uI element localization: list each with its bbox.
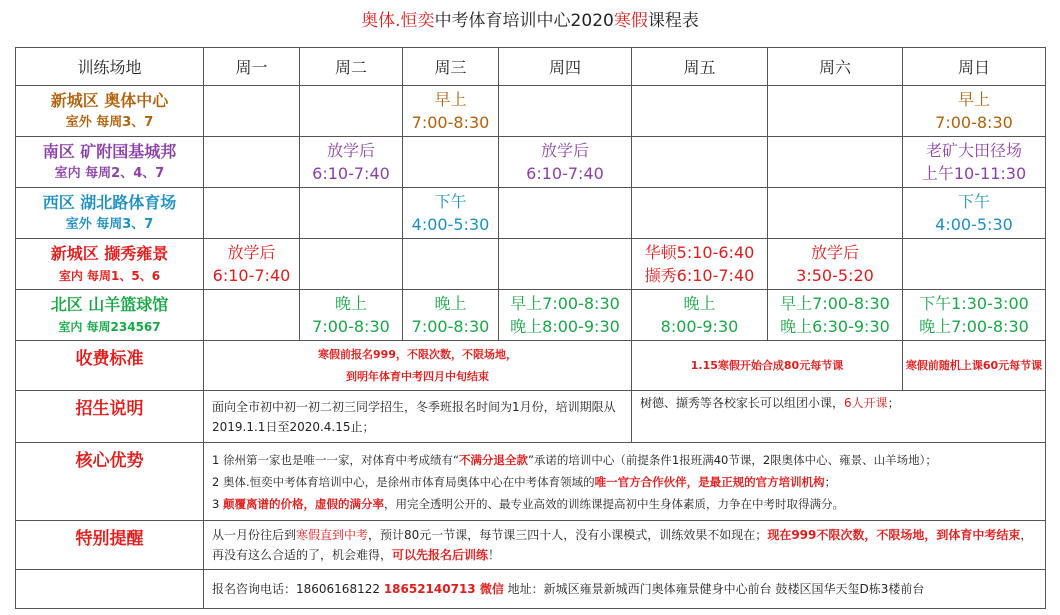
time-slot-cell xyxy=(403,188,499,239)
venue-name: 北区 山羊篮球馆 xyxy=(50,295,169,314)
reminder-g: ！ xyxy=(488,548,501,562)
header-day: 周一 xyxy=(204,48,300,86)
time-slot-cell xyxy=(632,137,768,188)
time-slot-cell xyxy=(632,290,768,341)
reminder-row xyxy=(16,521,1046,570)
time-slot-line: 早上7:00-8:30 xyxy=(510,294,620,313)
time-slot-cell xyxy=(204,290,300,341)
time-slot-cell xyxy=(300,239,403,290)
time-slot-cell xyxy=(768,86,903,137)
reminder-b: 寒假直到中考 xyxy=(296,528,369,542)
fees-early-line2: 到明年体育中考四月中旬结束 xyxy=(346,369,489,383)
header-venue: 训练场地 xyxy=(16,48,204,86)
venue-detail: 室外 每周3、7 xyxy=(65,115,154,130)
time-slot-cell xyxy=(903,86,1046,137)
time-slot-cell xyxy=(204,86,300,137)
fees-random: 寒假前随机上课60元每节课 xyxy=(903,341,1046,391)
enroll-row xyxy=(16,391,1046,443)
time-slot-line: 早上 xyxy=(957,90,990,109)
time-slot-line: 6:10-7:40 xyxy=(526,164,604,183)
venue-row xyxy=(16,188,1046,239)
time-slot-line: 7:00-8:30 xyxy=(935,113,1013,132)
advantage-2-b: 唯一官方合作伙伴，是最正规的官方培训机构 xyxy=(594,474,825,489)
schedule-title xyxy=(0,6,1060,31)
time-slot-line: 上午10-11:30 xyxy=(921,164,1027,183)
time-slot xyxy=(768,292,902,338)
venue-cell xyxy=(16,137,204,188)
time-slot-line: 撷秀6:10-7:40 xyxy=(644,266,755,285)
time-slot-cell xyxy=(903,137,1046,188)
advantage-3-b: 颠覆离谱的价格，虚假的满分率 xyxy=(222,496,384,511)
time-slot xyxy=(632,241,767,287)
title-holiday: 寒假 xyxy=(613,11,648,31)
time-slot-cell xyxy=(403,239,499,290)
header-day: 周二 xyxy=(300,48,403,86)
time-slot-line: 晚上7:00-8:30 xyxy=(919,317,1029,336)
time-slot-cell xyxy=(632,188,768,239)
time-slot-cell xyxy=(300,188,403,239)
advantage-2-a: 2 奥体.恒奕中考体育培训中心，是徐州市体育局奥体中心在中考体育领域的 xyxy=(212,474,595,489)
time-slot-cell xyxy=(300,137,403,188)
advantages-label: 核心优势 xyxy=(16,443,204,521)
enroll-group-c: ； xyxy=(887,396,900,410)
time-slot-line: 老矿大田径场 xyxy=(925,141,1022,160)
fees-early xyxy=(204,341,632,391)
title-brand: 奥体.恒奕 xyxy=(361,11,435,31)
time-slot xyxy=(499,292,631,338)
time-slot-cell xyxy=(499,290,632,341)
venue-name: 新城区 撷秀雍景 xyxy=(50,244,169,263)
time-slot-cell xyxy=(204,188,300,239)
time-slot-cell xyxy=(903,290,1046,341)
reminder-e: ，再没有这么合适的了，机会难得， xyxy=(212,528,1033,562)
contact-text xyxy=(204,570,1046,609)
venue-detail: 室内 每周1、5、6 xyxy=(58,269,161,283)
venue-cell xyxy=(16,188,204,239)
time-slot-line: 7:00-8:30 xyxy=(411,317,490,336)
time-slot-line: 放学后 xyxy=(326,141,375,160)
schedule-table xyxy=(15,47,1046,609)
contact-row xyxy=(16,570,1046,609)
time-slot-line: 放学后 xyxy=(227,243,276,262)
time-slot-cell xyxy=(499,239,632,290)
reminder-a: 从一月份往后到 xyxy=(212,528,297,542)
header-day: 周三 xyxy=(403,48,499,86)
venue-name: 西区 湖北路体育场 xyxy=(42,193,177,212)
advantage-3 xyxy=(212,493,1037,515)
time-slot-cell xyxy=(204,137,300,188)
time-slot xyxy=(768,241,902,287)
time-slot-line: 7:00-8:30 xyxy=(411,113,490,132)
advantage-3-a: 3 xyxy=(212,496,223,511)
time-slot-line: 晚上 xyxy=(334,294,367,313)
time-slot xyxy=(499,139,631,185)
header-day: 周六 xyxy=(768,48,903,86)
fees-holiday: 1.15寒假开始合成80元每节课 xyxy=(632,341,903,391)
time-slot-cell xyxy=(632,86,768,137)
time-slot xyxy=(403,190,498,236)
fees-row xyxy=(16,341,1046,391)
advantage-1 xyxy=(212,449,1037,471)
venue-row xyxy=(16,290,1046,341)
venue-row xyxy=(16,137,1046,188)
venue-row xyxy=(16,239,1046,290)
time-slot-line: 6:10-7:40 xyxy=(312,164,390,183)
time-slot-cell xyxy=(499,86,632,137)
time-slot-line: 早上 xyxy=(434,90,467,109)
time-slot-line: 4:00-5:30 xyxy=(411,215,490,234)
contact-phone: 报名咨询电话：18606168122 xyxy=(212,582,384,596)
time-slot-line: 3:50-5:20 xyxy=(796,266,874,285)
advantages-row xyxy=(16,443,1046,521)
enroll-text: 面向全市初中初一初二初三同学招生，冬季班报名时间为1月份，培训期限从2019.1.1日至2020.4.15止； xyxy=(204,391,632,443)
venue-name: 南区 矿附国基城邦 xyxy=(42,142,177,161)
enroll-label: 招生说明 xyxy=(16,391,204,443)
time-slot-cell xyxy=(632,239,768,290)
venue-cell xyxy=(16,239,204,290)
advantage-1-a: 1 徐州第一家也是唯一一家，对体育中考成绩有“ xyxy=(212,452,459,467)
time-slot-line: 晚上8:00-9:30 xyxy=(510,317,620,336)
contact-address: 地址：新城区雍景新城西门奥体雍景健身中心前台 鼓楼区国华天玺D栋3楼前台 xyxy=(503,582,925,596)
reminder-d: 现在999不限次数，不限场地，到体育中考结束 xyxy=(767,528,1021,542)
header-day: 周五 xyxy=(632,48,768,86)
fees-label: 收费标准 xyxy=(16,341,204,391)
time-slot-cell xyxy=(768,188,903,239)
time-slot-line: 8:00-9:30 xyxy=(660,317,739,336)
enroll-group-text xyxy=(632,391,1046,443)
time-slot-cell xyxy=(768,290,903,341)
time-slot xyxy=(403,88,498,134)
reminder-label: 特别提醒 xyxy=(16,521,204,570)
advantage-1-b: 不满分退全款 xyxy=(458,452,528,467)
venue-detail: 室内 每周2、4、7 xyxy=(54,166,165,181)
advantage-3-c: ，用完全透明公开的、最专业高效的训练课提高初中生身体素质，力争在中考时取得满分。 xyxy=(383,496,844,511)
venue-name: 新城区 奥体中心 xyxy=(50,91,169,110)
time-slot-line: 下午1:30-3:00 xyxy=(919,294,1029,313)
advantage-2-c: ； xyxy=(824,474,837,489)
time-slot xyxy=(300,292,402,338)
time-slot-cell xyxy=(499,137,632,188)
time-slot-line: 早上7:00-8:30 xyxy=(780,294,890,313)
time-slot-cell xyxy=(403,137,499,188)
venue-cell xyxy=(16,290,204,341)
time-slot-cell xyxy=(903,188,1046,239)
time-slot xyxy=(903,190,1045,236)
time-slot xyxy=(204,241,299,287)
time-slot-line: 放学后 xyxy=(540,141,589,160)
time-slot-cell xyxy=(403,86,499,137)
time-slot xyxy=(903,88,1045,134)
time-slot xyxy=(403,292,498,338)
time-slot-cell xyxy=(499,188,632,239)
enroll-group-b: 6人开课 xyxy=(844,396,888,410)
time-slot-line: 华顿5:10-6:40 xyxy=(644,243,755,262)
time-slot xyxy=(632,292,767,338)
time-slot xyxy=(903,292,1045,338)
reminder-c: ，预计80元一节课，每节课三四十人，没有小课模式，训练效果不如现在； xyxy=(368,528,768,542)
fees-early-line1: 寒假前报名999，不限次数，不限场地， xyxy=(318,347,517,361)
venue-row xyxy=(16,86,1046,137)
time-slot-cell xyxy=(768,239,903,290)
contact-wechat: 18652140713 微信 xyxy=(383,582,504,596)
title-end: 课程表 xyxy=(647,11,699,31)
header-day: 周四 xyxy=(499,48,632,86)
reminder-f: 可以先报名后训练 xyxy=(392,548,489,562)
time-slot-line: 下午 xyxy=(434,192,467,211)
venue-detail: 室外 每周3、7 xyxy=(65,217,154,232)
title-middle: 中考体育培训中心2020 xyxy=(434,11,614,31)
enroll-group-a: 树德、撷秀等各校家长可以组团小课， xyxy=(640,396,845,410)
time-slot-cell xyxy=(300,86,403,137)
time-slot-cell xyxy=(903,239,1046,290)
time-slot-line: 晚上 xyxy=(683,294,716,313)
advantages-text xyxy=(204,443,1046,521)
time-slot-cell xyxy=(300,290,403,341)
time-slot-line: 4:00-5:30 xyxy=(935,215,1013,234)
time-slot-cell xyxy=(204,239,300,290)
time-slot xyxy=(903,139,1045,185)
venue-detail: 室内 每周234567 xyxy=(58,320,161,334)
time-slot-line: 放学后 xyxy=(810,243,859,262)
time-slot-cell xyxy=(403,290,499,341)
time-slot xyxy=(300,139,402,185)
time-slot-line: 晚上 xyxy=(434,294,467,313)
venue-cell xyxy=(16,86,204,137)
header-row xyxy=(16,48,1046,86)
time-slot-line: 7:00-8:30 xyxy=(312,317,390,336)
time-slot-line: 晚上6:30-9:30 xyxy=(780,317,890,336)
contact-label-empty xyxy=(16,570,204,609)
time-slot-line: 6:10-7:40 xyxy=(212,266,291,285)
advantage-1-c: ”承诺的培训中心（前提条件1报班满40节课，2限奥体中心、雍景、山羊场地）； xyxy=(527,452,937,467)
reminder-text xyxy=(204,521,1046,570)
header-day: 周日 xyxy=(903,48,1046,86)
advantage-2 xyxy=(212,471,1037,493)
time-slot-cell xyxy=(768,137,903,188)
time-slot-line: 下午 xyxy=(957,192,990,211)
